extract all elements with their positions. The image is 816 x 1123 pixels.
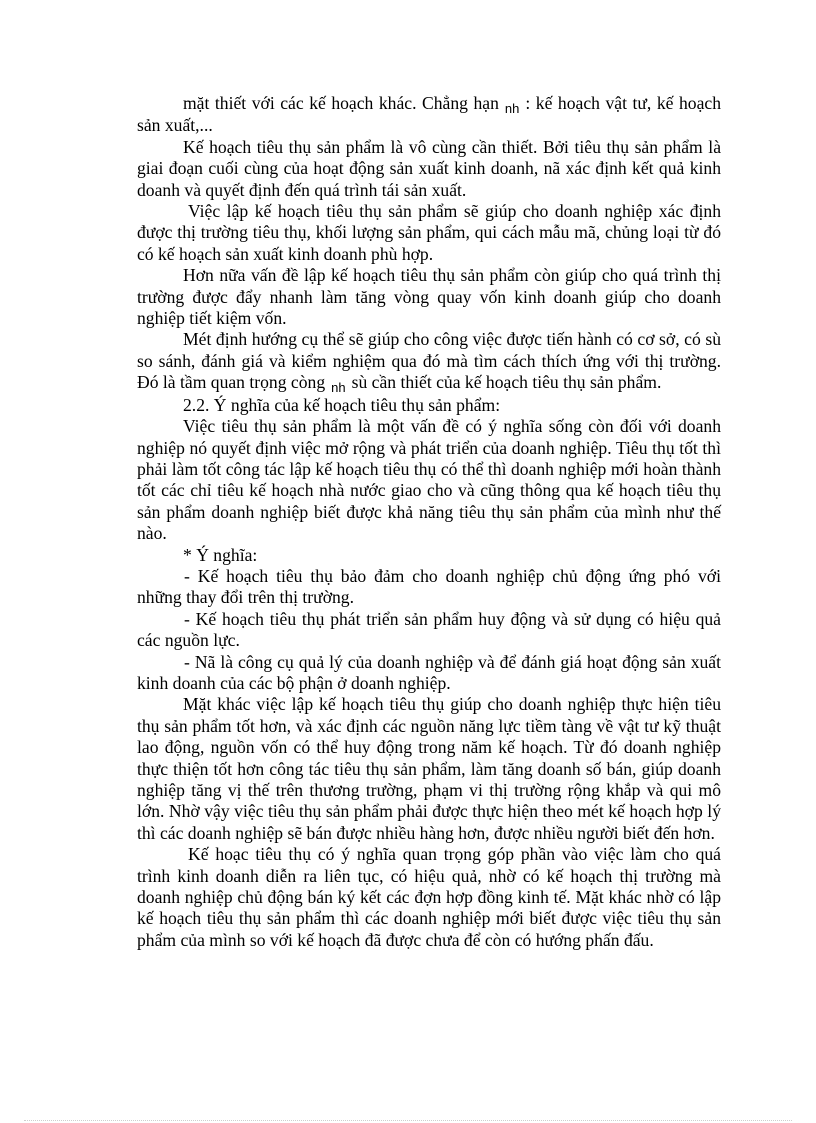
paragraph-1-text-a: mặt thiết với các kế hoạch khác. Chẳng hạn — [183, 93, 499, 113]
paragraph-3: Việc lập kế hoạch tiêu thụ sản phẩm sẽ giúp cho doanh nghiệp xác định được thị trường tiêu thụ, khối lượng sản phẩm, qui cách mẫu mã, chủng loại từ đó có kế hoạch sản xuất kinh doanh phù hợp. — [137, 201, 721, 264]
paragraph-5 — [137, 329, 721, 394]
paragraph-1-marker: nh — [504, 101, 520, 116]
document-page — [137, 93, 721, 951]
paragraph-13: Kế hoạc tiêu thụ có ý nghĩa quan trọng góp phần vào việc làm cho quá trình kinh doanh diễn ra liên tục, có hiệu quả, nhờ có kế hoạch thị trường mà doanh nghiệp chủ động bán ký kết các đợn hợp đồng kinh tế. Mặt khác nhờ có lập kế hoạch tiêu thụ sản phẩm thì các doanh nghiệp mới biết được việc tiêu thụ sản phẩm của mình so với kế hoạch đã được chưa để còn có hướng phấn đấu. — [137, 844, 721, 950]
section-heading: 2.2. Ý nghĩa của kế hoạch tiêu thụ sản phẩm: — [183, 394, 501, 415]
paragraph-1-text-b: : kế hoạch vật tư, kế hoạch sản xuất,... — [137, 93, 721, 136]
page-bottom-divider — [24, 1120, 792, 1121]
bullet-2: - Kế hoạch tiêu thụ phát triển sản phẩm huy động và sử dụng có hiệu quả các nguồn lực. — [137, 608, 721, 651]
paragraph-4: Hơn nữa vấn đề lập kế hoạch tiêu thụ sản phẩm còn giúp cho quá trình thị trường được đẩy nhanh làm tăng vòng quay vốn kinh doanh giúp cho doanh nghiệp tiết kiệm vốn. — [137, 265, 721, 329]
meaning-heading: * Ý nghĩa: — [183, 544, 258, 565]
paragraph-5-text-b: sù cần thiết của kế hoạch tiêu thụ sản phẩm. — [351, 372, 662, 393]
paragraph-5-text-a: Mét định hướng cụ thể sẽ giúp cho công việc được tiến hành có cơ sở, có sù so sánh, đánh giá và kiểm nghiệm qua đó mà tìm cách thích ứng với thị trường. Đó là tầm quan trọng còng — [137, 329, 721, 393]
paragraph-7: Việc tiêu thụ sản phẩm là một vấn đề có ý nghĩa sống còn đối với doanh nghiệp nó quyết định việc mở rộng và phát triển của doanh nghiệp. Tiêu thụ tốt thì phải làm tốt công tác lập kế hoạch tiêu thụ có thể thì doanh nghiệp mới hoàn thành tốt các chỉ tiêu kế hoạch nhà nước giao cho và cũng thông qua kế hoạch tiêu thụ sản phẩm doanh nghiệp biết được khả năng tiêu thụ sản phẩm của mình như thế nào. — [137, 416, 721, 544]
paragraph-12: Mặt khác việc lập kế hoạch tiêu thụ giúp cho doanh nghiệp thực hiện tiêu thụ sản phẩm tốt hơn, và xác định các nguồn năng lực tiềm tàng về vật tư kỹ thuật lao động, nguồn vốn có thể huy động trong năm kế hoạch. Từ đó doanh nghiệp thực thiện tốt hơn công tác tiêu thụ sản phẩm, làm tăng doanh số bán, giúp doanh nghiệp tăng vị thế trên thương trường, phạm vi thị trường rộng khắp và qui mô lớn. Nhờ vậy việc tiêu thụ sản phẩm phải được thực hiện theo mét kế hoạch hợp lý thì các doanh nghiệp sẽ bán được nhiều hàng hơn, được nhiều người biết đến hơn. — [137, 694, 721, 843]
bullet-3: - Nã là công cụ quả lý của doanh nghiệp và để đánh giá hoạt động sản xuất kinh doanh của các bộ phận ở doanh nghiệp. — [137, 651, 721, 693]
paragraph-2: Kế hoạch tiêu thụ sản phẩm là vô cùng cần thiết. Bởi tiêu thụ sản phẩm là giai đoạn cuối cùng của hoạt động sản xuất kinh doanh, nã xác định kết quả kinh doanh và quyết định đến quá trình tái sản xuất. — [137, 136, 721, 200]
bullet-1: - Kế hoạch tiêu thụ bảo đảm cho doanh nghiệp chủ động ứng phó với những thay đổi trên thị trường. — [137, 565, 721, 608]
paragraph-5-marker: nh — [331, 380, 346, 396]
paragraph-1 — [137, 93, 721, 137]
